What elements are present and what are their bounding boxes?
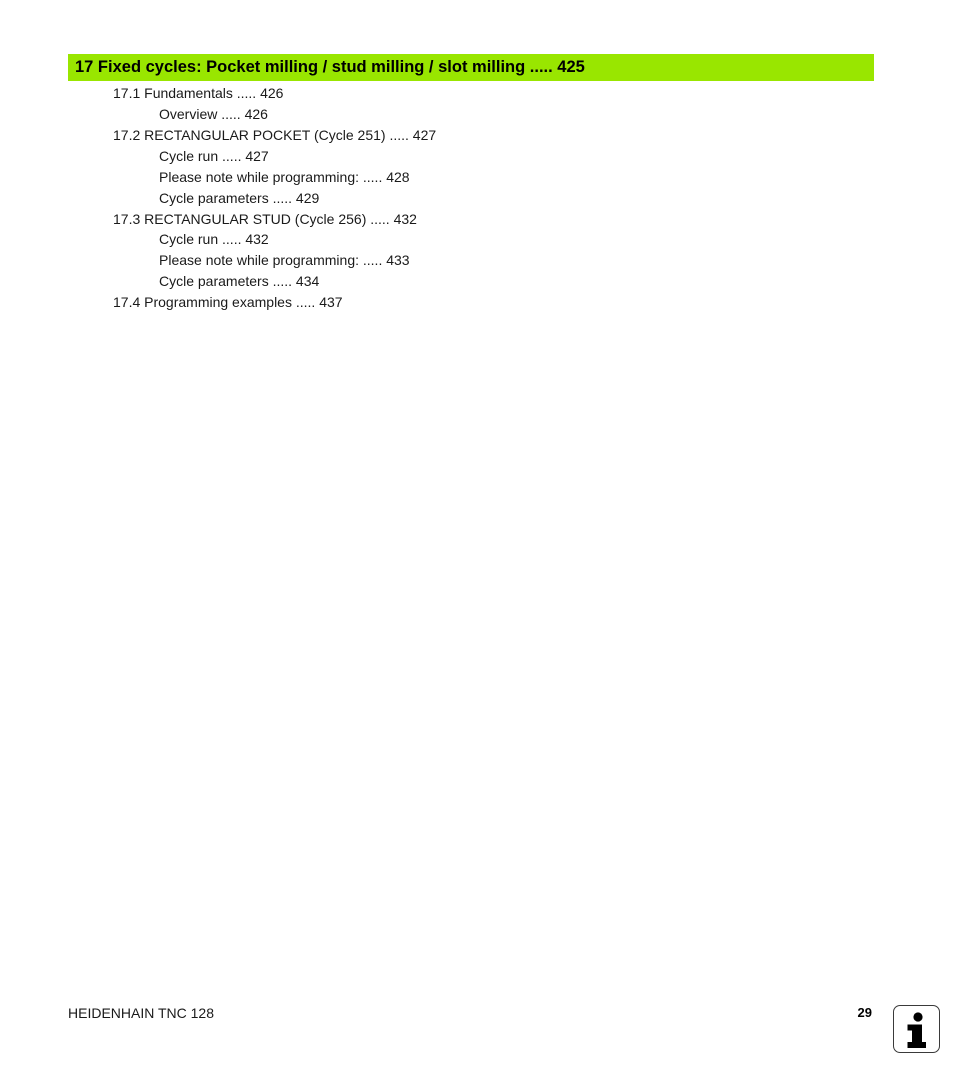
toc-section-17-2[interactable]: 17.2 RECTANGULAR POCKET (Cycle 251) ..... 427 bbox=[113, 127, 437, 143]
chapter-heading-bar bbox=[68, 54, 874, 81]
chapter-title[interactable]: 17 Fixed cycles: Pocket milling / stud milling / slot milling ..... 425 bbox=[75, 58, 585, 76]
toc-subsection-cycle-run[interactable]: Cycle run ..... 432 bbox=[159, 231, 269, 247]
page-number: 29 bbox=[857, 1005, 872, 1020]
footer-product-name: HEIDENHAIN TNC 128 bbox=[68, 1005, 215, 1021]
info-icon bbox=[893, 1005, 940, 1053]
toc-subsection-cycle-run[interactable]: Cycle run ..... 427 bbox=[159, 148, 269, 164]
toc-subsection-cycle-parameters[interactable]: Cycle parameters ..... 434 bbox=[159, 273, 320, 289]
toc-subsection-programming-notes[interactable]: Please note while programming: ..... 433 bbox=[159, 252, 410, 268]
toc-subsection-overview[interactable]: Overview ..... 426 bbox=[159, 106, 268, 122]
toc-section-17-4[interactable]: 17.4 Programming examples ..... 437 bbox=[113, 294, 343, 310]
toc-section-17-3[interactable]: 17.3 RECTANGULAR STUD (Cycle 256) ..... 432 bbox=[113, 211, 417, 227]
toc-subsection-cycle-parameters[interactable]: Cycle parameters ..... 429 bbox=[159, 190, 320, 206]
toc-section-17-1[interactable]: 17.1 Fundamentals ..... 426 bbox=[113, 85, 284, 101]
toc-subsection-programming-notes[interactable]: Please note while programming: ..... 428 bbox=[159, 169, 410, 185]
